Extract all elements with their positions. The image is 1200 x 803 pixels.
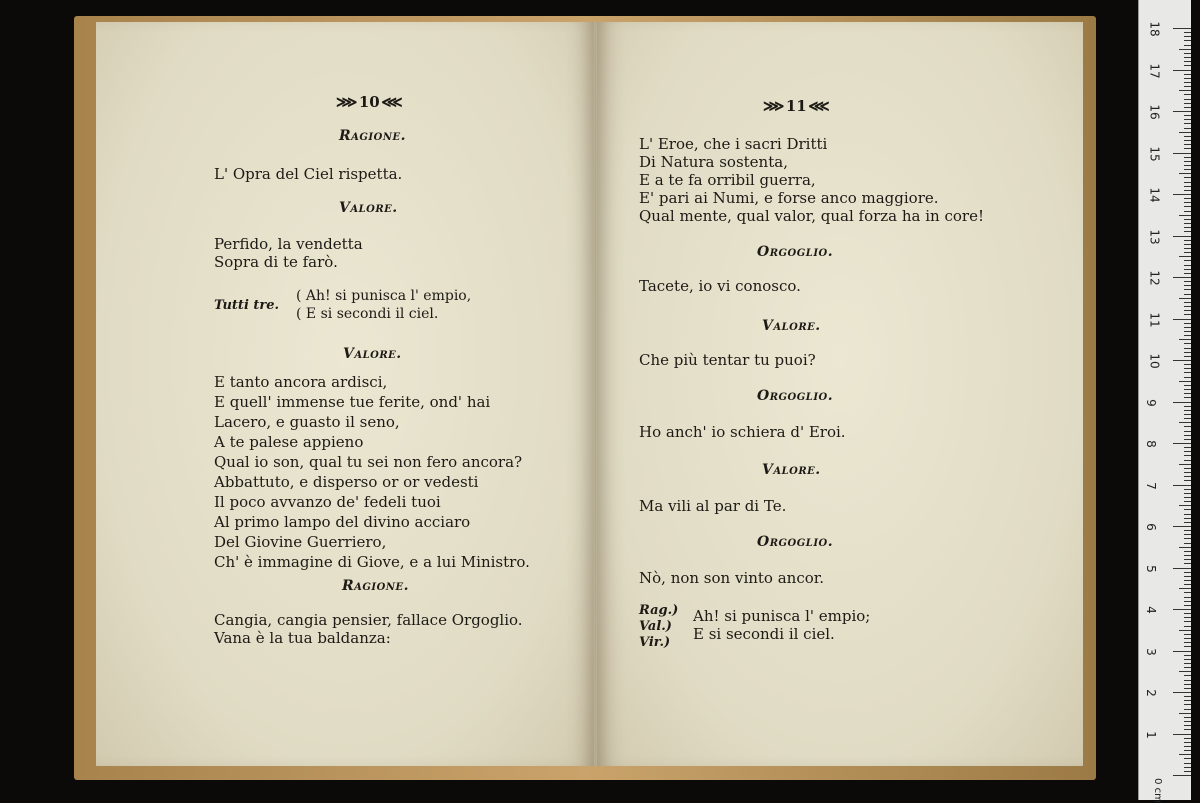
speaker-heading: Orgoglio. — [757, 388, 834, 404]
ruler-tick — [1184, 522, 1191, 523]
ruler-tick — [1184, 426, 1191, 427]
ruler-tick — [1184, 314, 1191, 315]
ruler-tick — [1184, 265, 1191, 266]
ruler-tick — [1184, 389, 1191, 390]
ruler-number: 8 — [1143, 440, 1158, 448]
ruler-tick — [1184, 410, 1191, 411]
ruler-tick — [1184, 61, 1191, 62]
ruler-tick — [1184, 103, 1191, 104]
ruler-number: 7 — [1143, 481, 1158, 490]
ruler-tick — [1184, 260, 1191, 261]
verse-line: Del Giovine Guerriero, — [214, 533, 387, 551]
chorus-speaker: Vir.) — [639, 635, 671, 650]
ruler-tick — [1184, 460, 1191, 461]
ruler-tick — [1179, 464, 1191, 465]
ruler-tick — [1184, 638, 1191, 639]
ruler-tick — [1184, 372, 1191, 373]
ruler-tick — [1184, 393, 1191, 394]
speaker-heading: Valore. — [762, 318, 821, 334]
ruler-tick — [1184, 368, 1191, 369]
chorus-line: E si secondi il ciel. — [693, 625, 835, 643]
ruler-tick — [1184, 493, 1191, 494]
ruler-tick — [1173, 28, 1191, 29]
ruler-tick — [1184, 165, 1191, 166]
ruler-tick — [1184, 576, 1191, 577]
speaker-heading: Valore. — [343, 346, 402, 362]
ruler-tick — [1184, 377, 1191, 378]
ruler-tick — [1173, 360, 1191, 361]
ruler-tick — [1184, 497, 1191, 498]
ruler-tick — [1184, 327, 1191, 328]
ruler-tick — [1184, 621, 1191, 622]
ruler-tick — [1173, 111, 1191, 112]
ruler-tick — [1184, 273, 1191, 274]
ruler-tick — [1173, 443, 1191, 444]
ruler-tick — [1184, 597, 1191, 598]
ruler-tick — [1173, 319, 1191, 320]
speaker-heading: Orgoglio. — [757, 244, 834, 260]
ruler-tick — [1184, 763, 1191, 764]
ruler-tick — [1184, 767, 1191, 768]
verse-line: Abbattuto, e disperso or or vedesti — [214, 473, 479, 491]
speaker-heading: Ragione. — [339, 128, 406, 144]
ruler-tick — [1184, 289, 1191, 290]
ruler-tick — [1184, 227, 1191, 228]
ruler-tick — [1184, 356, 1191, 357]
ruler-number: 2 — [1143, 689, 1158, 697]
ruler-number: 9 — [1143, 398, 1158, 407]
ruler-tick — [1184, 771, 1191, 772]
ruler-tick — [1184, 704, 1191, 705]
ruler-number: 15 — [1147, 145, 1162, 162]
verse-line: E a te fa orribil guerra, — [639, 171, 816, 189]
verse-line: Nò, non son vinto ancor. — [639, 569, 825, 587]
ruler-tick — [1184, 323, 1191, 324]
ruler-number: 6 — [1143, 523, 1158, 531]
left-page — [96, 22, 595, 766]
ruler-tick — [1184, 202, 1191, 203]
ruler-number: 13 — [1147, 228, 1162, 245]
ruler-tick — [1173, 568, 1191, 569]
ruler-tick — [1179, 49, 1191, 50]
ruler-tick — [1184, 94, 1191, 95]
ruler-tick — [1184, 476, 1191, 477]
ruler-tick — [1184, 352, 1191, 353]
ruler-tick — [1184, 663, 1191, 664]
chorus-line: ( Ah! si punisca l' empio, — [296, 288, 472, 304]
ruler-tick — [1184, 543, 1191, 544]
ruler-tick — [1184, 397, 1191, 398]
ruler-tick — [1173, 70, 1191, 71]
ruler-tick — [1184, 414, 1191, 415]
ruler-tick — [1184, 140, 1191, 141]
ruler-tick — [1184, 592, 1191, 593]
page-number-right: ⋙ 11 ⋘ — [763, 97, 830, 115]
ruler-tick — [1184, 717, 1191, 718]
ruler-tick — [1184, 223, 1191, 224]
ruler-tick — [1184, 580, 1191, 581]
verse-line: Sopra di te farò. — [214, 253, 338, 271]
ruler-tick — [1184, 74, 1191, 75]
ruler-tick — [1184, 294, 1191, 295]
ruler-tick — [1173, 526, 1191, 527]
ruler-tick — [1184, 451, 1191, 452]
ruler-tick — [1184, 518, 1191, 519]
ruler-tick — [1184, 331, 1191, 332]
verse-line: Ho anch' io schiera d' Eroi. — [639, 423, 846, 441]
ruler-tick — [1184, 572, 1191, 573]
ruler-number: 17 — [1147, 62, 1162, 79]
ruler-tick — [1184, 190, 1191, 191]
measuring-ruler — [1138, 0, 1191, 803]
verse-line: E' pari ai Numi, e forse anco maggiore. — [639, 189, 939, 207]
chorus-speaker: Tutti tre. — [214, 298, 280, 313]
chorus-speaker: Rag.) — [639, 603, 679, 618]
verse-line: Di Natura sostenta, — [639, 153, 788, 171]
ruler-tick — [1184, 468, 1191, 469]
ruler-tick — [1184, 198, 1191, 199]
ruler-tick — [1184, 700, 1191, 701]
page-number-left: ⋙ 10 ⋘ — [336, 93, 403, 111]
ruler-tick — [1179, 132, 1191, 133]
verse-line: Al primo lampo del divino acciaro — [214, 513, 471, 531]
ruler-tick — [1184, 472, 1191, 473]
verse-line: Vana è la tua baldanza: — [214, 629, 391, 647]
ruler-tick — [1184, 343, 1191, 344]
ruler-number: 11 — [1147, 311, 1162, 328]
ruler-tick — [1184, 538, 1191, 539]
ruler-tick — [1184, 530, 1191, 531]
ruler-tick — [1179, 339, 1191, 340]
ruler-number: 14 — [1147, 187, 1162, 203]
ruler-tick — [1184, 248, 1191, 249]
ruler-number: 10 — [1147, 353, 1162, 369]
ruler-tick — [1184, 439, 1191, 440]
verse-line: Cangia, cangia pensier, fallace Orgoglio. — [214, 611, 523, 629]
speaker-heading: Valore. — [339, 200, 398, 216]
ruler-tick — [1184, 364, 1191, 365]
verse-line: Il poco avvanzo de' fedeli tuoi — [214, 493, 441, 511]
ruler-tick — [1184, 696, 1191, 697]
ruler-tick — [1184, 684, 1191, 685]
ruler-tick — [1184, 40, 1191, 41]
ruler-number: 5 — [1143, 564, 1158, 573]
ruler-tick — [1179, 713, 1191, 714]
ruler-tick — [1179, 671, 1191, 672]
ruler-tick — [1184, 385, 1191, 386]
page-number-ornament-left: ⋙ — [336, 93, 359, 111]
ruler-tick — [1184, 281, 1191, 282]
ruler-tick — [1184, 36, 1191, 37]
page-number-ornament-left: ⋙ — [763, 97, 786, 115]
chorus-speaker: Val.) — [639, 619, 672, 634]
ruler-tick — [1184, 758, 1191, 759]
ruler-tick — [1184, 99, 1191, 100]
ruler-tick — [1173, 734, 1191, 735]
ruler-number: 12 — [1147, 270, 1162, 286]
ruler-tick — [1184, 119, 1191, 120]
chorus-line: ( E si secondi il ciel. — [296, 306, 439, 322]
ruler-tick — [1173, 194, 1191, 195]
ruler-tick — [1184, 626, 1191, 627]
ruler-tick — [1173, 236, 1191, 237]
ruler-tick — [1184, 435, 1191, 436]
ruler-tick — [1184, 206, 1191, 207]
ruler-tick — [1184, 742, 1191, 743]
ruler-tick — [1184, 480, 1191, 481]
page-number-ornament-right: ⋘ — [379, 93, 403, 111]
ruler-tick — [1179, 173, 1191, 174]
ruler-tick — [1184, 169, 1191, 170]
speaker-heading: Ragione. — [342, 578, 409, 594]
ruler-tick — [1184, 177, 1191, 178]
ruler-tick — [1184, 306, 1191, 307]
ruler-tick — [1184, 750, 1191, 751]
ruler-tick — [1179, 630, 1191, 631]
ruler-tick — [1184, 559, 1191, 560]
ruler-tick — [1184, 240, 1191, 241]
ruler-tick — [1184, 252, 1191, 253]
ruler-tick — [1184, 65, 1191, 66]
ruler-tick — [1184, 348, 1191, 349]
ruler-tick — [1184, 455, 1191, 456]
ruler-tick — [1184, 617, 1191, 618]
ruler-tick — [1184, 107, 1191, 108]
ruler-tick — [1184, 738, 1191, 739]
ruler-tick — [1184, 659, 1191, 660]
ruler-tick — [1184, 182, 1191, 183]
ruler-tick — [1184, 335, 1191, 336]
ruler-tick — [1184, 285, 1191, 286]
ruler-tick — [1184, 310, 1191, 311]
ruler-tick — [1184, 613, 1191, 614]
ruler-tick — [1173, 775, 1191, 776]
ruler-number: 18 — [1147, 21, 1162, 37]
ruler-tick — [1179, 754, 1191, 755]
ruler-tick — [1184, 688, 1191, 689]
ruler-tick — [1184, 709, 1191, 710]
ruler-tick — [1179, 422, 1191, 423]
ruler-tick — [1184, 675, 1191, 676]
ruler-tick — [1173, 609, 1191, 610]
ruler-tick — [1179, 588, 1191, 589]
speaker-heading: Valore. — [762, 462, 821, 478]
ruler-tick — [1184, 431, 1191, 432]
ruler-tick — [1184, 157, 1191, 158]
verse-line: E tanto ancora ardisci, — [214, 373, 388, 391]
verse-line: L' Eroe, che i sacri Dritti — [639, 135, 828, 153]
ruler-tick — [1184, 509, 1191, 510]
ruler-tick — [1184, 86, 1191, 87]
ruler-number: 4 — [1143, 606, 1158, 614]
chorus-line: Ah! si punisca l' empio; — [693, 607, 871, 625]
ruler-tick — [1184, 601, 1191, 602]
ruler-tick — [1184, 634, 1191, 635]
ruler-tick — [1184, 45, 1191, 46]
ruler-tick — [1179, 381, 1191, 382]
ruler-tick — [1184, 57, 1191, 58]
verse-line: E quell' immense tue ferite, ond' hai — [214, 393, 491, 411]
ruler-number: 3 — [1143, 647, 1158, 656]
ruler-tick — [1184, 501, 1191, 502]
verse-line: Qual io son, qual tu sei non fero ancora? — [214, 453, 523, 471]
ruler-number: 1 — [1143, 730, 1158, 739]
verse-line: Ma vili al par di Te. — [639, 497, 787, 515]
verse-line: Perfido, la vendetta — [214, 235, 363, 253]
ruler-tick — [1184, 642, 1191, 643]
ruler-tick — [1184, 136, 1191, 137]
ruler-tick — [1184, 447, 1191, 448]
ruler-tick — [1184, 489, 1191, 490]
ruler-tick — [1179, 298, 1191, 299]
ruler-tick — [1184, 128, 1191, 129]
ruler-tick — [1184, 82, 1191, 83]
ruler-tick — [1184, 231, 1191, 232]
ruler-tick — [1184, 269, 1191, 270]
ruler-tick — [1184, 302, 1191, 303]
ruler-tick — [1184, 584, 1191, 585]
verse-line: Tacete, io vi conosco. — [639, 277, 801, 295]
ruler-tick — [1173, 153, 1191, 154]
verse-line: Che più tentar tu puoi? — [639, 351, 816, 369]
ruler-tick — [1184, 746, 1191, 747]
ruler-tick — [1184, 646, 1191, 647]
ruler-tick — [1184, 729, 1191, 730]
ruler-tick — [1184, 115, 1191, 116]
ruler-tick — [1173, 402, 1191, 403]
ruler-tick — [1184, 211, 1191, 212]
page-number-ornament-right: ⋘ — [806, 97, 830, 115]
ruler-tick — [1179, 256, 1191, 257]
ruler-tick — [1173, 277, 1191, 278]
ruler-tick — [1173, 651, 1191, 652]
ruler-tick — [1179, 547, 1191, 548]
ruler-tick — [1179, 215, 1191, 216]
ruler-tick — [1184, 219, 1191, 220]
ruler-number: 16 — [1147, 104, 1162, 120]
right-page — [596, 22, 1083, 766]
speaker-heading: Orgoglio. — [757, 534, 834, 550]
ruler-tick — [1184, 551, 1191, 552]
ruler-tick — [1184, 32, 1191, 33]
ruler-tick — [1184, 123, 1191, 124]
verse-line: Lacero, e guasto il seno, — [214, 413, 400, 431]
ruler-tick — [1184, 534, 1191, 535]
verse-line: Ch' è immagine di Giove, e a lui Ministro. — [214, 553, 530, 571]
ruler-tick — [1179, 505, 1191, 506]
ruler-tick — [1179, 90, 1191, 91]
ruler-tick — [1184, 667, 1191, 668]
ruler-tick — [1184, 78, 1191, 79]
ruler-tick — [1173, 692, 1191, 693]
ruler-tick — [1184, 655, 1191, 656]
ruler-tick — [1184, 148, 1191, 149]
ruler-tick — [1184, 514, 1191, 515]
verse-line: L' Opra del Ciel rispetta. — [214, 165, 403, 183]
ruler-tick — [1184, 406, 1191, 407]
ruler-tick — [1184, 555, 1191, 556]
ruler-tick — [1184, 53, 1191, 54]
ruler-tick — [1184, 418, 1191, 419]
ruler-tick — [1184, 144, 1191, 145]
ruler-tick — [1184, 244, 1191, 245]
open-book — [74, 16, 1096, 780]
verse-line: A te palese appieno — [214, 433, 364, 451]
ruler-tick — [1184, 605, 1191, 606]
ruler-tick — [1184, 725, 1191, 726]
ruler-tick — [1184, 563, 1191, 564]
verse-line: Qual mente, qual valor, qual forza ha in core! — [639, 207, 984, 225]
ruler-tick — [1184, 680, 1191, 681]
ruler-tick — [1184, 186, 1191, 187]
ruler-tick — [1184, 721, 1191, 722]
ruler-tick — [1173, 485, 1191, 486]
ruler-unit-label: 0 cm — [1151, 778, 1163, 803]
ruler-tick — [1184, 161, 1191, 162]
